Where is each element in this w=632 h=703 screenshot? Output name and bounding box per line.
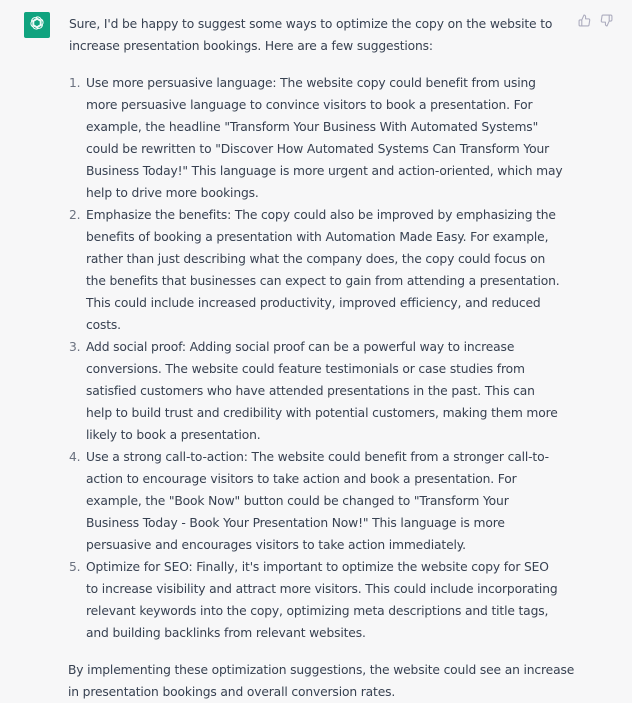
list-number: 5. (69, 560, 81, 574)
openai-logo-icon (28, 14, 46, 36)
list-item (69, 336, 564, 446)
thumbs-up-icon (578, 12, 591, 31)
feedback-controls (576, 13, 614, 29)
message-content (68, 13, 575, 703)
list-number: 1. (69, 76, 81, 90)
list-item-text: Add social proof: Adding social proof can be a powerful way to increase conversions. The website could feature testimonials or case studies from satisfied customers who have attended presentations in the past. This can help to build trust and credibility with potential customers, making them more likely to book a presentation. (86, 340, 558, 442)
list-number: 3. (69, 340, 81, 354)
assistant-avatar (24, 12, 50, 38)
list-item-text: Emphasize the benefits: The copy could also be improved by emphasizing the benefits of booking a presentation with Automation Made Easy. For example, rather than just describing what the company does, the copy could focus on the benefits that businesses can expect to gain from attending a presentation. This could include increased productivity, improved efficiency, and reduced costs. (86, 208, 560, 332)
suggestions-list (69, 72, 564, 644)
thumbs-down-button[interactable] (598, 13, 614, 29)
thumbs-up-button[interactable] (576, 13, 592, 29)
list-item (69, 446, 564, 556)
message-intro: Sure, I'd be happy to suggest some ways to optimize the copy on the website to increase presentation bookings. Here are a few suggestions: (69, 17, 553, 53)
list-item (69, 72, 564, 204)
list-item-text: Optimize for SEO: Finally, it's important to optimize the website copy for SEO to increase visibility and attract more visitors. This could include incorporating relevant keywords into the copy, optimizing meta descriptions and title tags, and building backlinks from relevant websites. (86, 560, 558, 640)
list-item-text: Use a strong call-to-action: The website could benefit from a stronger call-to-action to encourage visitors to take action and book a presentation. For example, the "Book Now" button could be changed to "Transform Your Business Today - Book Your Presentation Now!" This language is more persuasive and encourages visitors to take action immediately. (86, 450, 549, 552)
list-item (69, 204, 564, 336)
thumbs-down-icon (600, 12, 613, 31)
message-outro: By implementing these optimization suggestions, the website could see an increase in presentation bookings and overall conversion rates. (68, 663, 575, 699)
list-number: 4. (69, 450, 81, 464)
list-item (69, 556, 564, 644)
list-number: 2. (69, 208, 81, 222)
list-item-text: Use more persuasive language: The website copy could benefit from using more persuasive language to convince visitors to book a presentation. For example, the headline "Transform Your Business With Automated Systems" could be rewritten to "Discover How Automated Systems Can Transform Your Business Today!" This language is more urgent and action-oriented, which may help to drive more bookings. (86, 76, 563, 200)
